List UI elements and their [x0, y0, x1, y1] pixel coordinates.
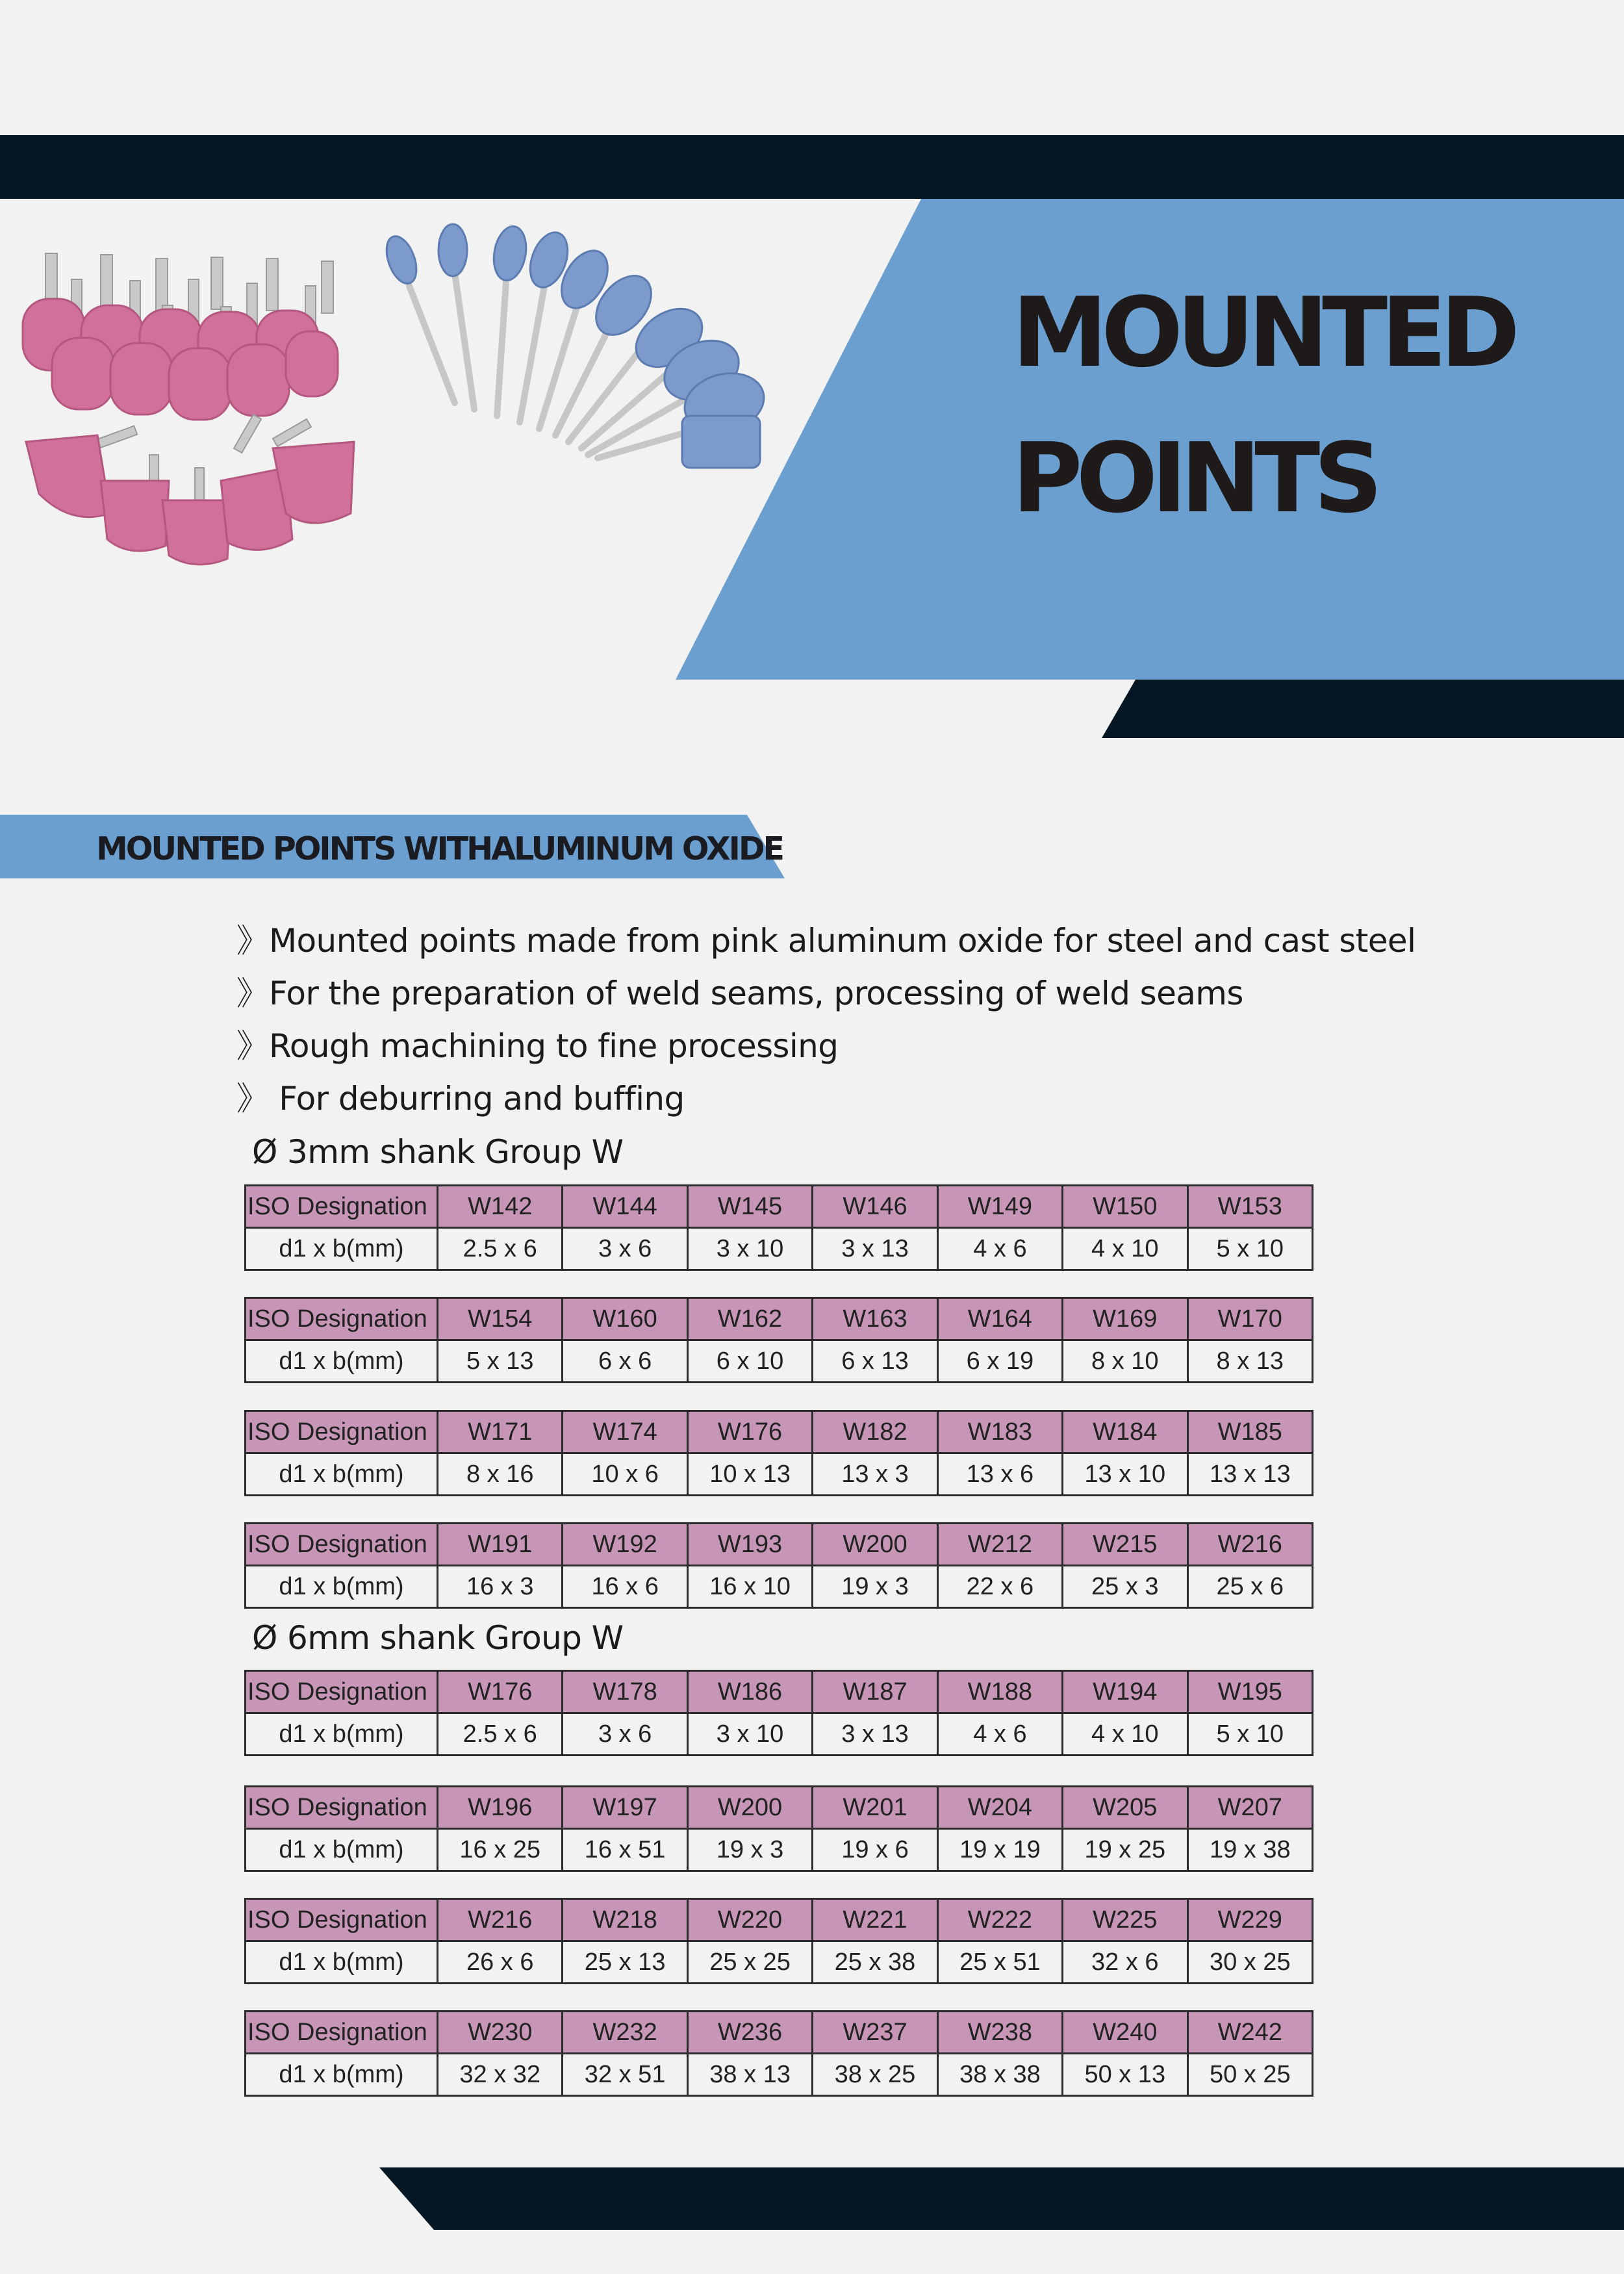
feature-item	[236, 1073, 1415, 1125]
dim-cell: 38 x 13	[687, 2054, 812, 2096]
dim-cell: 3 x 10	[687, 1713, 812, 1756]
dim-cell: 16 x 10	[687, 1566, 812, 1608]
spec-table	[244, 1898, 1313, 1984]
iso-cell: W187	[813, 1671, 937, 1713]
iso-cell: W230	[438, 2012, 563, 2054]
iso-label: ISO Designation	[246, 1787, 438, 1829]
dim-row	[246, 1713, 1313, 1756]
iso-cell: W201	[813, 1787, 937, 1829]
iso-label: ISO Designation	[246, 1899, 438, 1941]
iso-cell: W232	[563, 2012, 687, 2054]
iso-row	[246, 1524, 1313, 1566]
iso-cell: W242	[1187, 2012, 1312, 2054]
dim-cell: 4 x 10	[1063, 1228, 1187, 1270]
dim-cell: 19 x 19	[937, 1829, 1062, 1871]
spec-table	[244, 1670, 1313, 1756]
dim-cell: 16 x 25	[438, 1829, 563, 1871]
dim-cell: 3 x 6	[563, 1228, 687, 1270]
iso-label: ISO Designation	[246, 1298, 438, 1340]
iso-cell: W162	[687, 1298, 812, 1340]
feature-list	[236, 915, 1415, 1125]
iso-cell: W194	[1063, 1671, 1187, 1713]
iso-cell: W146	[813, 1186, 937, 1228]
blue-mounted-points-image	[381, 224, 770, 468]
iso-cell: W192	[563, 1524, 687, 1566]
group-title-6mm: Ø 6mm shank Group W	[252, 1619, 624, 1657]
iso-cell: W183	[937, 1411, 1062, 1453]
section-title: MOUNTED POINTS WITHALUMINUM OXIDE	[96, 830, 783, 867]
spec-table	[244, 1785, 1313, 1872]
dim-label: d1 x b(mm)	[246, 2054, 438, 2096]
dim-cell: 13 x 6	[937, 1453, 1062, 1496]
iso-cell: W222	[937, 1899, 1062, 1941]
iso-row	[246, 1186, 1313, 1228]
iso-row	[246, 1298, 1313, 1340]
dim-cell: 19 x 3	[813, 1566, 937, 1608]
feature-item	[236, 967, 1415, 1020]
iso-cell: W145	[687, 1186, 812, 1228]
iso-cell: W174	[563, 1411, 687, 1453]
spec-table	[244, 1410, 1313, 1496]
dim-row	[246, 1340, 1313, 1383]
dim-cell: 3 x 10	[687, 1228, 812, 1270]
footer-bar	[379, 2167, 1624, 2230]
dim-row	[246, 1453, 1313, 1496]
dim-cell: 6 x 6	[563, 1340, 687, 1383]
dim-cell: 3 x 13	[813, 1228, 937, 1270]
dim-cell: 2.5 x 6	[438, 1228, 563, 1270]
dim-row	[246, 1941, 1313, 1984]
dim-cell: 13 x 13	[1187, 1453, 1312, 1496]
dim-cell: 5 x 13	[438, 1340, 563, 1383]
dim-cell: 8 x 13	[1187, 1340, 1312, 1383]
dim-cell: 13 x 3	[813, 1453, 937, 1496]
dim-cell: 19 x 38	[1187, 1829, 1312, 1871]
iso-label: ISO Designation	[246, 1186, 438, 1228]
dim-label: d1 x b(mm)	[246, 1340, 438, 1383]
iso-cell: W229	[1187, 1899, 1312, 1941]
dim-cell: 5 x 10	[1187, 1228, 1312, 1270]
dim-cell: 6 x 10	[687, 1340, 812, 1383]
dim-cell: 3 x 6	[563, 1713, 687, 1756]
bullet-mark: 》	[236, 975, 269, 1012]
iso-cell: W200	[687, 1787, 812, 1829]
dim-cell: 30 x 25	[1187, 1941, 1312, 1984]
accent-bar	[1102, 680, 1624, 738]
iso-cell: W191	[438, 1524, 563, 1566]
dim-cell: 2.5 x 6	[438, 1713, 563, 1756]
dim-label: d1 x b(mm)	[246, 1713, 438, 1756]
dim-cell: 25 x 6	[1187, 1566, 1312, 1608]
iso-row	[246, 1787, 1313, 1829]
dim-cell: 25 x 38	[813, 1941, 937, 1984]
dim-cell: 26 x 6	[438, 1941, 563, 1984]
dim-cell: 4 x 6	[937, 1228, 1062, 1270]
iso-cell: W205	[1063, 1787, 1187, 1829]
iso-cell: W221	[813, 1899, 937, 1941]
feature-text: Rough machining to fine processing	[269, 1027, 839, 1065]
iso-row	[246, 1899, 1313, 1941]
iso-cell: W164	[937, 1298, 1062, 1340]
feature-text: For deburring and buffing	[269, 1080, 685, 1118]
iso-cell: W142	[438, 1186, 563, 1228]
iso-cell: W216	[438, 1899, 563, 1941]
page-title-line2: POINTS	[1012, 422, 1377, 534]
dim-cell: 4 x 10	[1063, 1713, 1187, 1756]
iso-cell: W195	[1187, 1671, 1312, 1713]
group-title-3mm: Ø 3mm shank Group W	[252, 1133, 624, 1171]
dim-cell: 8 x 10	[1063, 1340, 1187, 1383]
footer-graphics	[0, 2157, 1624, 2274]
iso-cell: W184	[1063, 1411, 1187, 1453]
iso-row	[246, 2012, 1313, 2054]
dim-cell: 19 x 25	[1063, 1829, 1187, 1871]
iso-cell: W144	[563, 1186, 687, 1228]
iso-cell: W237	[813, 2012, 937, 2054]
dim-row	[246, 2054, 1313, 2096]
dim-cell: 10 x 6	[563, 1453, 687, 1496]
dim-cell: 13 x 10	[1063, 1453, 1187, 1496]
dim-cell: 32 x 6	[1063, 1941, 1187, 1984]
dim-label: d1 x b(mm)	[246, 1829, 438, 1871]
dim-cell: 19 x 3	[687, 1829, 812, 1871]
feature-text: Mounted points made from pink aluminum oxide for steel and cast steel	[269, 922, 1416, 960]
dim-cell: 50 x 13	[1063, 2054, 1187, 2096]
spec-table	[244, 1522, 1313, 1609]
dim-cell: 25 x 51	[937, 1941, 1062, 1984]
spec-table	[244, 2010, 1313, 2097]
dim-cell: 32 x 32	[438, 2054, 563, 2096]
hero-graphics	[0, 0, 1624, 897]
feature-item	[236, 915, 1415, 967]
iso-cell: W178	[563, 1671, 687, 1713]
iso-label: ISO Designation	[246, 2012, 438, 2054]
iso-cell: W160	[563, 1298, 687, 1340]
dim-cell: 25 x 13	[563, 1941, 687, 1984]
iso-cell: W176	[687, 1411, 812, 1453]
iso-cell: W238	[937, 2012, 1062, 2054]
iso-cell: W154	[438, 1298, 563, 1340]
iso-cell: W197	[563, 1787, 687, 1829]
iso-cell: W185	[1187, 1411, 1312, 1453]
dim-row	[246, 1228, 1313, 1270]
dim-label: d1 x b(mm)	[246, 1228, 438, 1270]
iso-cell: W169	[1063, 1298, 1187, 1340]
iso-cell: W153	[1187, 1186, 1312, 1228]
iso-cell: W193	[687, 1524, 812, 1566]
dim-cell: 19 x 6	[813, 1829, 937, 1871]
spec-table	[244, 1297, 1313, 1383]
iso-cell: W225	[1063, 1899, 1187, 1941]
dim-cell: 50 x 25	[1187, 2054, 1312, 2096]
iso-cell: W215	[1063, 1524, 1187, 1566]
iso-cell: W182	[813, 1411, 937, 1453]
dim-cell: 16 x 51	[563, 1829, 687, 1871]
dim-cell: 16 x 6	[563, 1566, 687, 1608]
iso-cell: W163	[813, 1298, 937, 1340]
dim-row	[246, 1829, 1313, 1871]
iso-row	[246, 1411, 1313, 1453]
iso-cell: W150	[1063, 1186, 1187, 1228]
dim-label: d1 x b(mm)	[246, 1566, 438, 1608]
iso-cell: W216	[1187, 1524, 1312, 1566]
iso-label: ISO Designation	[246, 1411, 438, 1453]
dim-cell: 8 x 16	[438, 1453, 563, 1496]
bullet-mark: 》	[236, 1027, 269, 1065]
iso-cell: W218	[563, 1899, 687, 1941]
dim-cell: 22 x 6	[937, 1566, 1062, 1608]
bullet-mark: 》	[236, 922, 269, 960]
dim-label: d1 x b(mm)	[246, 1941, 438, 1984]
iso-cell: W212	[937, 1524, 1062, 1566]
dim-cell: 25 x 3	[1063, 1566, 1187, 1608]
page-title-line1: MOUNTED	[1012, 277, 1514, 389]
dim-cell: 6 x 13	[813, 1340, 937, 1383]
dim-row	[246, 1566, 1313, 1608]
iso-cell: W220	[687, 1899, 812, 1941]
iso-cell: W176	[438, 1671, 563, 1713]
dim-cell: 25 x 25	[687, 1941, 812, 1984]
spec-table	[244, 1184, 1313, 1271]
iso-cell: W236	[687, 2012, 812, 2054]
dim-cell: 3 x 13	[813, 1713, 937, 1756]
feature-item	[236, 1020, 1415, 1073]
iso-label: ISO Designation	[246, 1671, 438, 1713]
pink-mounted-points-image	[23, 253, 354, 565]
bullet-mark: 》	[236, 1080, 269, 1118]
dim-cell: 4 x 6	[937, 1713, 1062, 1756]
iso-cell: W186	[687, 1671, 812, 1713]
iso-cell: W188	[937, 1671, 1062, 1713]
dim-label: d1 x b(mm)	[246, 1453, 438, 1496]
iso-cell: W171	[438, 1411, 563, 1453]
iso-cell: W200	[813, 1524, 937, 1566]
iso-cell: W170	[1187, 1298, 1312, 1340]
dim-cell: 6 x 19	[937, 1340, 1062, 1383]
dim-cell: 32 x 51	[563, 2054, 687, 2096]
iso-cell: W196	[438, 1787, 563, 1829]
dim-cell: 16 x 3	[438, 1566, 563, 1608]
dim-cell: 38 x 38	[937, 2054, 1062, 2096]
dim-cell: 10 x 13	[687, 1453, 812, 1496]
dim-cell: 5 x 10	[1187, 1713, 1312, 1756]
iso-row	[246, 1671, 1313, 1713]
iso-cell: W204	[937, 1787, 1062, 1829]
iso-cell: W207	[1187, 1787, 1312, 1829]
dim-cell: 38 x 25	[813, 2054, 937, 2096]
feature-text: For the preparation of weld seams, processing of weld seams	[269, 975, 1243, 1012]
iso-cell: W240	[1063, 2012, 1187, 2054]
iso-label: ISO Designation	[246, 1524, 438, 1566]
iso-cell: W149	[937, 1186, 1062, 1228]
